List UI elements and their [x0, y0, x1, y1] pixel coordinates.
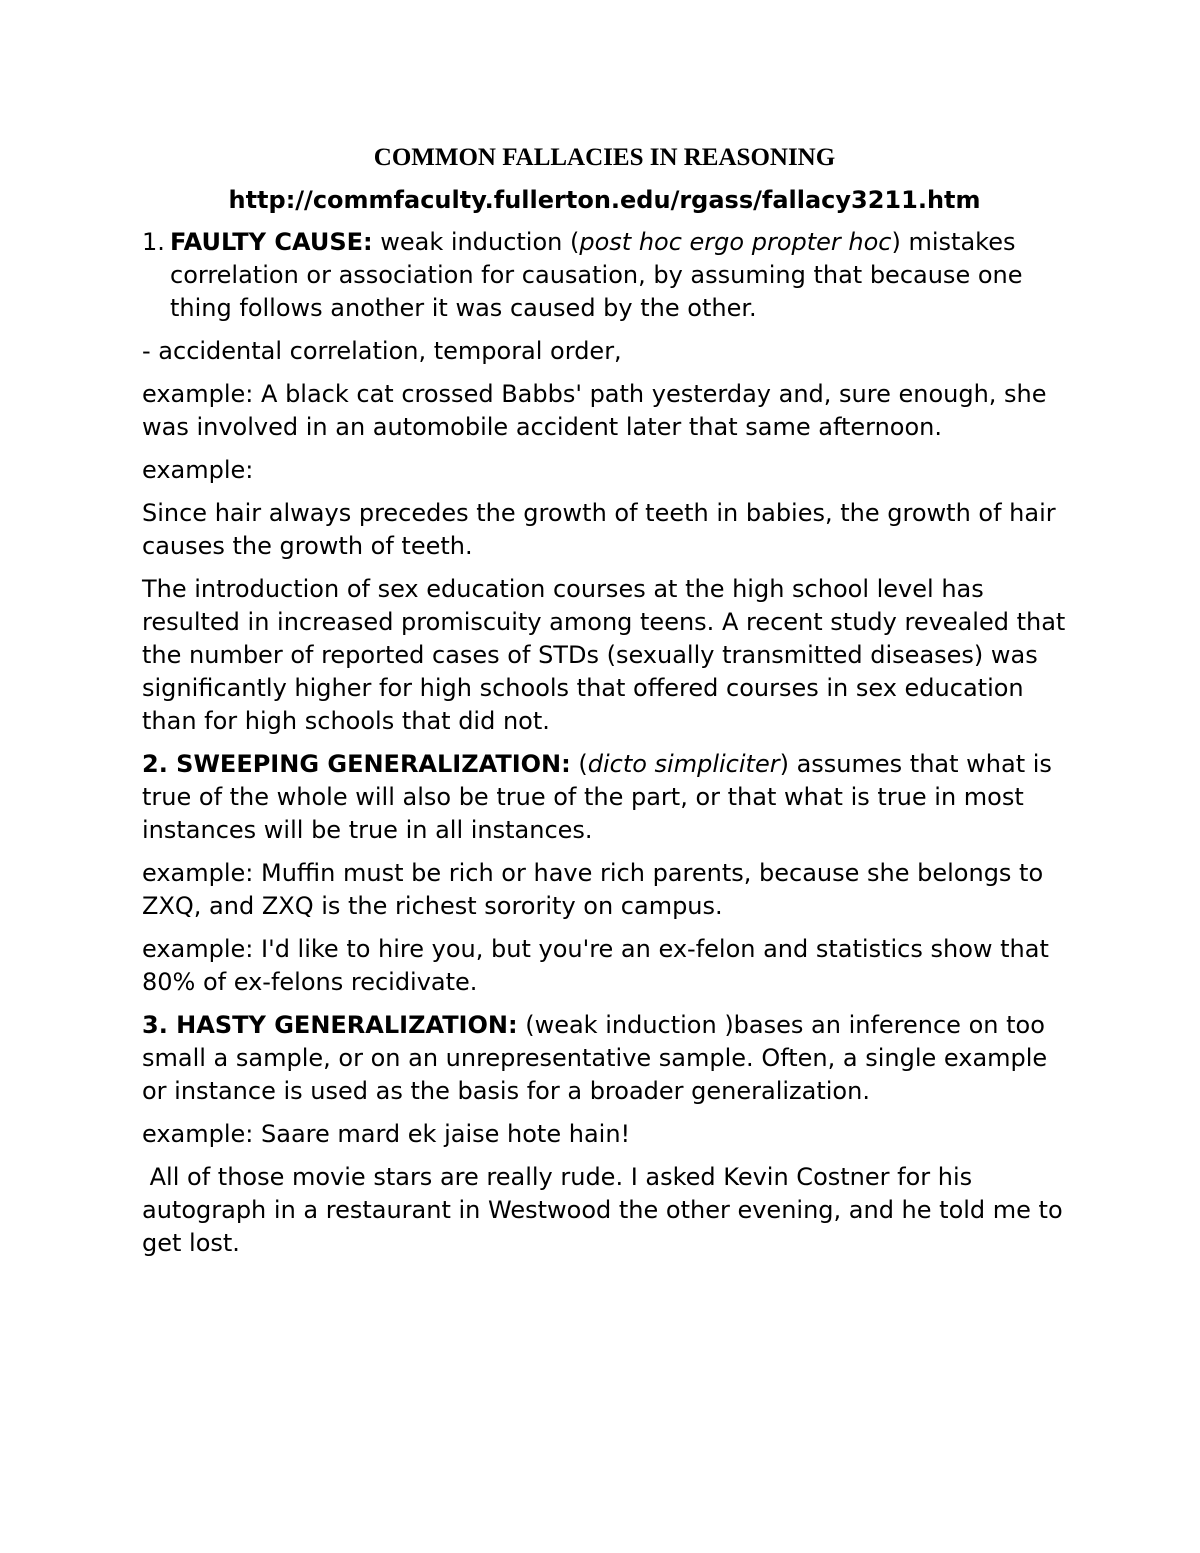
section-definition	[170, 226, 1067, 325]
example-paragraph: Since hair always precedes the growth of teeth in babies, the growth of hair causes the growth of teeth.	[142, 499, 1056, 560]
example-paragraph: example: Saare mard ek jaise hote hain!	[142, 1120, 631, 1148]
definition-text: ) mistakes correlation or association for causation, by assuming that because one thing follows another it was caused by the other.	[170, 228, 1023, 322]
section-sweeping-generalization	[142, 748, 1067, 847]
document-page	[142, 138, 1071, 1270]
fallacy-term: FAULTY CAUSE:	[170, 228, 373, 256]
example-label: example:	[142, 456, 254, 484]
example-paragraph: example: I'd like to hire you, but you're an ex-felon and statistics show that 80% of ex-felons recidivate.	[142, 935, 1049, 996]
definition-text: weak induction (	[372, 228, 580, 256]
definition-text: ) assumes that what is true of the whole will also be true of the part, or that what is true in most instances will be true in all instances.	[142, 750, 1052, 844]
document-title: COMMON FALLACIES IN REASONING	[373, 144, 836, 171]
latin-term: post hoc ergo propter hoc	[579, 228, 892, 256]
fallacy-term: 3. HASTY GENERALIZATION:	[142, 1011, 518, 1039]
latin-term: dicto simpliciter	[587, 750, 780, 778]
section-number: 1.	[142, 228, 165, 256]
definition-text: (	[570, 750, 588, 778]
example-paragraph: All of those movie stars are really rude. I asked Kevin Costner for his autograph in a restaurant in Westwood the other evening, and he told me to get lost.	[142, 1163, 1071, 1257]
fallacy-term: 2. SWEEPING GENERALIZATION:	[142, 750, 571, 778]
example-paragraph: The introduction of sex education courses at the high school level has resulted in increased promiscuity among teens. A recent study revealed that the number of reported cases of STDs (sexually transmitted diseases) was significantly higher for high schools that offered courses in sex education than for high schools that did not.	[142, 575, 1066, 735]
example-paragraph: example: A black cat crossed Babbs' path yesterday and, sure enough, she was involved in an automobile accident later that same afternoon.	[142, 380, 1047, 441]
example-paragraph: example: Muffin must be rich or have rich parents, because she belongs to ZXQ, and ZXQ is the richest sorority on campus.	[142, 859, 1044, 920]
source-url: http://commfaculty.fullerton.edu/rgass/fallacy3211.htm	[228, 186, 981, 214]
definition-text: (weak induction )bases an inference on too small a sample, or on an unrepresentative sample. Often, a single example or instance is used as the basis for a broader generalization.	[142, 1011, 1048, 1105]
section-faulty-cause	[142, 226, 1067, 325]
note-paragraph: - accidental correlation, temporal order,	[142, 337, 622, 365]
section-hasty-generalization	[142, 1009, 1067, 1108]
